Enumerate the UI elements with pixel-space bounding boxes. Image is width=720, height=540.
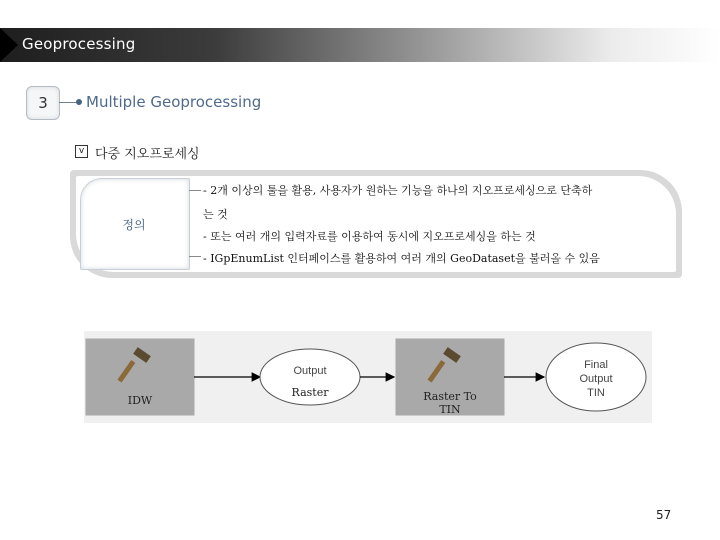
- output-node-line-1: Output: [293, 365, 327, 377]
- section-title: Multiple Geoprocessing: [86, 93, 262, 111]
- definition-line-2: 는 것: [203, 208, 228, 221]
- definition-line-3: - 또는 여러 개의 입력자료를 이용하여 동시에 지오프로세싱을 하는 것: [203, 230, 536, 243]
- header-title: Geoprocessing: [22, 35, 136, 53]
- checkbox-bullet-icon: v: [75, 145, 88, 158]
- definition-label: 정의: [122, 218, 146, 232]
- tool-2-label-line-1: Raster To: [423, 390, 477, 403]
- section-connector: [59, 102, 77, 103]
- definition-line-4: - IGpEnumList 인터페이스를 활용하여 여러 개의 GeoDataset을 불러올 수 있음: [203, 252, 600, 265]
- header-arrow-icon: [0, 28, 18, 62]
- definition-connector-top: [189, 190, 201, 191]
- final-node-line-3: TIN: [587, 387, 605, 399]
- page-number: 57: [656, 508, 672, 522]
- section-number: 3: [26, 86, 60, 120]
- final-node-line-2: Output: [579, 373, 613, 385]
- model-diagram: [84, 331, 652, 423]
- header-bar: [0, 28, 720, 62]
- tool-2-label-line-2: TIN: [439, 403, 461, 416]
- bullet-heading: 다중 지오프로세싱: [95, 147, 200, 162]
- definition-connector-bottom: [189, 256, 201, 257]
- definition-line-1: - 2개 이상의 툴을 활용, 사용자가 원하는 기능을 하나의 지오프로세싱으로 단축하: [203, 184, 593, 197]
- section-dot-icon: [76, 99, 82, 105]
- final-node-line-1: Final: [584, 359, 608, 371]
- tool-idw-label: IDW: [127, 394, 153, 407]
- output-node-line-2: Raster: [291, 386, 329, 399]
